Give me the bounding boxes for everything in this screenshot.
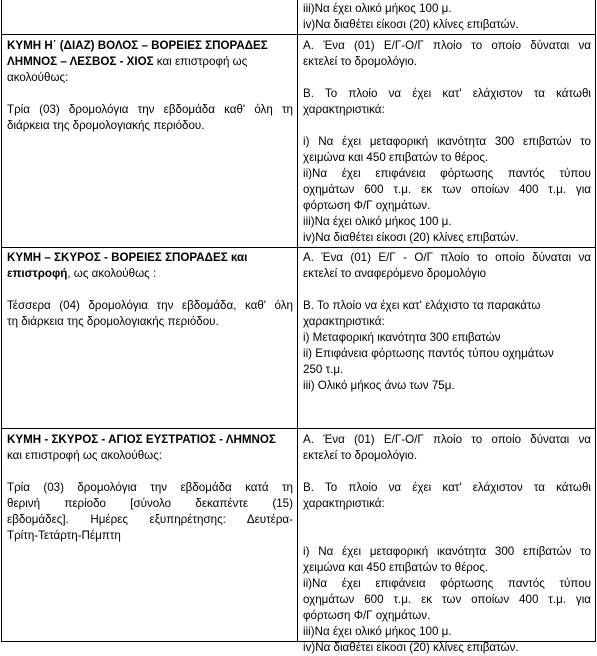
route-title: ακολούθως: [7, 71, 69, 84]
table-border-left [1, 0, 2, 642]
requirement-b: χαρακτηριστικά: [303, 103, 385, 116]
spec-loading-area: οχημάτων 600 τ.μ. εκ των οποίων 400 τ.μ. για [303, 183, 591, 196]
row1-requirements-cell [303, 38, 591, 246]
spec-length: iii)Να έχει ολικό μήκος 100 μ. [303, 2, 452, 15]
requirement-a: εκτελεί το δρομολόγιο. [303, 449, 418, 462]
requirement-b: Β. Το πλοίο να έχει κατ' ελάχιστο τα παρακάτω [303, 299, 541, 312]
requirement-b: Β. Το πλοίο να έχει κατ' ελάχιστον τα κάτωθι [303, 87, 591, 100]
row2-route-cell [7, 250, 293, 330]
spec-capacity: χειμώνα και 450 επιβατών το θέρος. [303, 561, 489, 574]
route-frequency: θερινή περίοδο [σύνολο δεκαπέντε (15) [7, 497, 293, 510]
requirement-a: εκτελεί το αναφερόμενο δρομολόγιο [303, 267, 487, 280]
spec-loading-area: φόρτωση Φ/Γ οχημάτων. [303, 609, 431, 622]
route-title: ΚΥΜΗ Η΄ (ΔΙΑΖ) ΒΟΛΟΣ – ΒΟΡΕΙΕΣ ΣΠΟΡΑΔΕΣ [7, 39, 268, 52]
routes-table [1, 0, 596, 654]
spec-berths: iv)Να διαθέτει είκοσι (20) κλίνες επιβατών. [303, 18, 519, 31]
row-divider [1, 428, 596, 429]
row3-route-cell [7, 432, 293, 544]
route-frequency: Τρία (03) δρομολόγια την εβδομάδα κατά τη [7, 481, 293, 494]
route-title: και επιστροφή ως ακολούθως: [7, 449, 163, 462]
spec-capacity: χειμώνα και 450 επιβατών το θέρος. [303, 151, 489, 164]
spec-loading-area: 250 τ.μ. [303, 363, 344, 376]
spec-loading-area: ii)Να έχει επιφάνεια φόρτωσης παντός τύπου [303, 577, 591, 590]
requirement-b: χαρακτηριστικά: [303, 497, 385, 510]
requirement-a: εκτελεί το δρομολόγιο. [303, 55, 418, 68]
table-border-right [595, 0, 596, 642]
row3-requirements-cell [303, 432, 591, 656]
route-frequency: Τρίτη-Τετάρτη-Πέμπτη [7, 529, 121, 542]
spec-berths: iv)Να διαθέτει είκοσι (20) κλίνες επιβατών. [303, 231, 519, 244]
spec-loading-area: ii) Επιφάνεια φόρτωσης παντός τύπου οχημάτων [303, 347, 554, 360]
column-divider [297, 0, 298, 642]
route-frequency: τη διάρκεια της δρομολογιακής περιόδου. [7, 315, 219, 328]
spec-capacity: i) Να έχει μεταφορική ικανότητα 300 επιβατών το [303, 545, 591, 558]
spec-loading-area: ii)Να έχει επιφάνεια φόρτωσης παντός τύπου [303, 167, 591, 180]
row-divider [1, 34, 596, 35]
row0-requirements-cell [303, 1, 591, 33]
route-frequency: Τρία (03) δρομολόγια την εβδομάδα καθ' όλη τη [7, 103, 293, 116]
route-title: ΚΥΜΗ - ΣΚΥΡΟΣ - ΑΓΙΟΣ ΕΥΣΤΡΑΤΙΟΣ - ΛΗΜΝΟΣ [7, 433, 276, 446]
spec-loading-area: φόρτωση Φ/Γ οχημάτων. [303, 199, 431, 212]
requirement-a: Α. Ένα (01) Ε/Γ-Ο/Γ πλοίο το οποίο δύναται να [303, 39, 591, 52]
spec-capacity: i) Μεταφορική ικανότητα 300 επιβατών [303, 331, 501, 344]
route-frequency: εβδομάδες]. Ημέρες εξυπηρέτησης: Δευτέρα- [7, 513, 293, 526]
route-title: ΛΗΜΝΟΣ – ΛΕΣΒΟΣ - ΧΙΟΣ και επιστροφή ως [7, 55, 248, 68]
row-divider [1, 247, 596, 248]
route-title: επιστροφή, ως ακολούθως : [7, 267, 157, 280]
requirement-a: Α. Ένα (01) Ε/Γ-Ο/Γ πλοίο το οποίο δύναται να [303, 433, 591, 446]
spec-capacity: i) Να έχει μεταφορική ικανότητα 300 επιβατών το [303, 135, 591, 148]
requirement-a: Α. Ένα (01) Ε/Γ - Ο/Γ πλοίο το οποίο δύναται να [303, 251, 591, 264]
spec-length: iii) Ολικό μήκος άνω των 75μ. [303, 379, 455, 392]
requirement-b: χαρακτηριστικά: [303, 315, 385, 328]
route-frequency: διάρκεια της δρομολογιακής περιόδου. [7, 119, 205, 132]
spec-length: iii)Να έχει ολικό μήκος 100 μ. [303, 215, 452, 228]
spec-length: iii)Να έχει ολικό μήκος 100 μ. [303, 625, 452, 638]
requirement-b: Β. Το πλοίο να έχει κατ' ελάχιστον τα κάτωθι [303, 481, 591, 494]
spec-berths: iv)Να διαθέτει είκοσι (20) κλίνες επιβατών. [303, 641, 519, 654]
spec-loading-area: οχημάτων 600 τ.μ. εκ των οποίων 400 τ.μ. για [303, 593, 591, 606]
row2-requirements-cell [303, 250, 591, 394]
route-frequency: Τέσσερα (04) δρομολόγια την εβδομάδα, καθ' όλη [7, 299, 293, 312]
row1-route-cell [7, 38, 293, 134]
route-title: ΚΥΜΗ – ΣΚΥΡΟΣ - ΒΟΡΕΙΕΣ ΣΠΟΡΑΔΕΣ και [7, 251, 248, 264]
